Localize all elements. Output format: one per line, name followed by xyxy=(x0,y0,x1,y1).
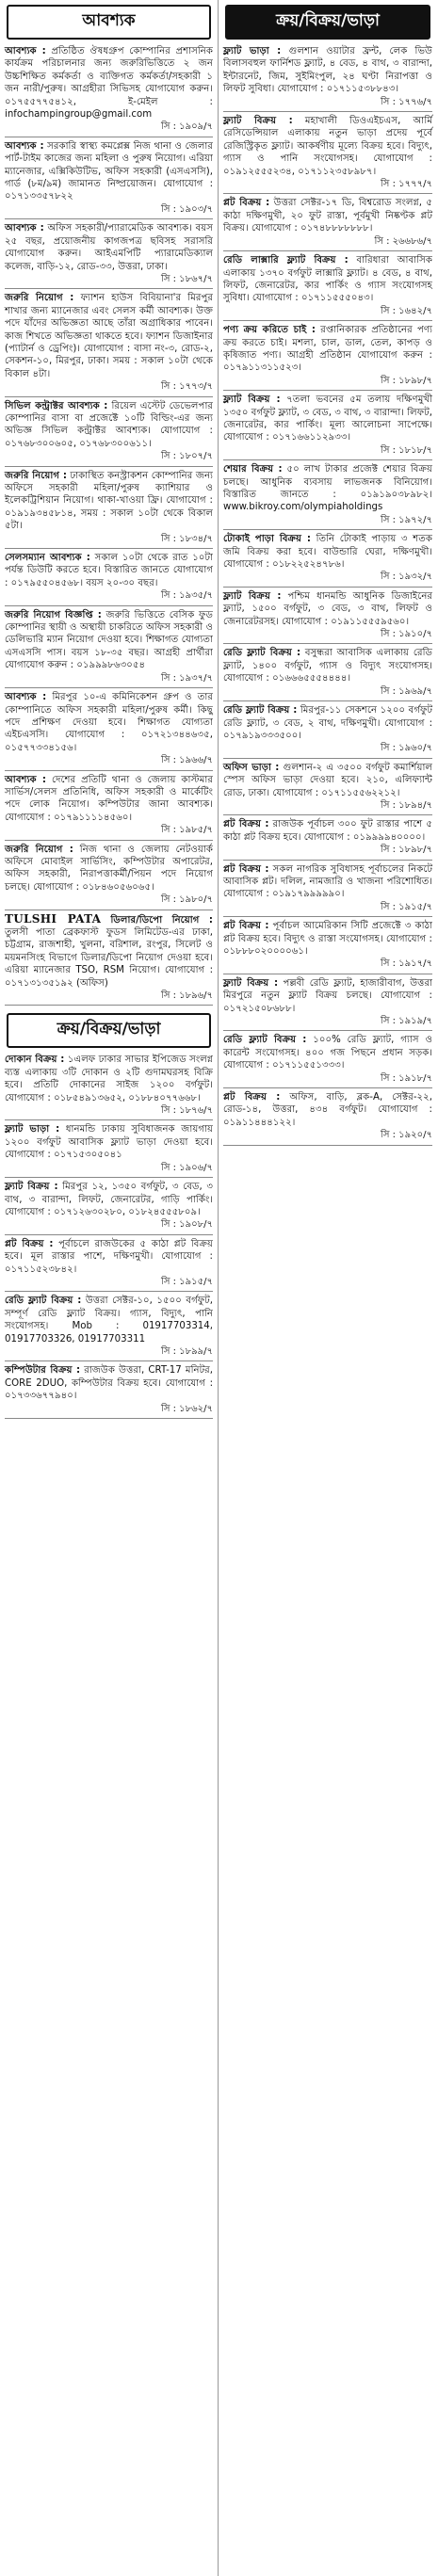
ad-reference: সি : ১৯৬৯/৭ xyxy=(380,685,432,697)
ad-divider xyxy=(223,1030,432,1031)
ad-body: মহাখালী ডিওএইচএস, আর্মি রেসিডেন্সিয়াল এলাকায় নতুন ভাড়া প্রদেয় পূর্বে রেজিস্ট্রিকৃত ফ্ল্যাট। আকর্ষণীয় মূল্যে বিক্রয় হবে। বিদ্যুৎ, গ্যাস ও পানি সংযোগসহ। যোগাযোগ : ০১৯১২৫৫৫২৩৪, ০১৭১১২৩৫৮৯৮৭। xyxy=(223,116,432,177)
classified-ad xyxy=(223,197,432,248)
ad-divider xyxy=(223,111,432,112)
ad-reference: সি : ১৯১০/৭ xyxy=(380,629,432,640)
ad-reference: সি : ১৮৯৪/৭ xyxy=(380,799,432,811)
ad-keyword: ফ্ল্যাট বিক্রয় : xyxy=(5,1182,58,1193)
ad-divider xyxy=(5,687,213,688)
ad-title: TULSHI PATA xyxy=(5,911,102,926)
classified-ad xyxy=(5,292,213,393)
ad-reference: সি : ১৯৬৬/৭ xyxy=(160,755,213,766)
ad-body: নিজ থানা ও জেলায় নেটওয়ার্ক অফিসে মোবাইল সার্ভিসিং, কম্পিউটার অপারেটর, অফিস সহকারী, নিরাপত্তাকর্মী/পিয়ন পদে নিয়োগ চলছে। যোগাযোগ : ০১৮৪৬০৫৬০৬৫। xyxy=(5,844,213,893)
ad-body: তুলসী পাতা ব্রেকফাস্ট ফুডস লিমিটেড-এর ঢাকা, চট্টগ্রাম, রাজশাহী, খুলনা, বরিশাল, রংপুর, সিলেট ও ময়মনসিংহ বিভাগে ডিলার/ডিপো নিয়োগ দেওয়া হবে। এরিয়া ম্যানেজার TSO, RSM নিয়োগ। যোগাযোগ : ০১৭১৩১৩৫১৯২ (অফিস) xyxy=(5,927,213,989)
ad-body: বসুন্ধরা আবাসিক এলাকায় রেডি ফ্ল্যাট, ১৪০০ বর্গফুট, গ্যাস ও বিদ্যুৎ সংযোগসহ। যোগাযোগ : ০১৬৬৬৫৫৫৪৪৪৪। xyxy=(223,648,432,684)
ad-keyword: সেলসম্যান আবশ্যক : xyxy=(5,553,90,564)
ad-divider xyxy=(5,1005,213,1006)
ad-divider xyxy=(223,529,432,530)
buy-sell-ads-list xyxy=(223,45,432,1146)
classified-ad xyxy=(5,1181,213,1232)
ad-body: ফ্যাশন হাউস বিবিয়ানা'র মিরপুর শাখার জন্য ম্যানেজার এবং সেলস কর্মী আবশ্যক। উক্ত পদে যাঁদের অভিজ্ঞতা আছে তাঁরা অগ্রাধিকার পাবেন। কাজ শিখতে অভিজ্ঞতা থাকতে হবে। ফ্যাশন ডিজাইনার (প্যাটার্ন ও ড্রেপিং)। যোগাযোগ : বাসা নং-৩, রোড-২, সেকশন-১০, মিরপুর, ঢাকা। সময় : সকাল ১০টা থেকে বিকাল ৪টা। xyxy=(5,293,213,379)
classified-ad xyxy=(223,818,432,856)
ad-divider xyxy=(223,758,432,759)
classified-ad xyxy=(223,1034,432,1085)
ad-keyword: ফ্ল্যাট ভাড়া : xyxy=(223,46,282,56)
ad-divider xyxy=(223,587,432,588)
classified-ad xyxy=(223,45,432,108)
classified-ad xyxy=(223,463,432,526)
wanted-section-header: আবশ্যক xyxy=(7,5,211,40)
ad-reference: সি : ১৯০৮/৭ xyxy=(160,1219,213,1231)
ad-body: মিরপুর ১০-এ কমিনিকেশন গ্রুপ ও তার কোম্পানিতে অফিস সহকারী মহিলা/পুরুষ কর্মী। কিছু পদে প্রশিক্ষণ দেওয়া হবে। শিক্ষাগত যোগ্যতা এইচএসসি। যোগাযোগ : ০১৭২১৩৪৪৬৩৫, ০১৫৭৭৩৩৪১৫৬। xyxy=(5,692,213,753)
buy-sell-rent-section-header: ক্রয়/বিক্রয়/ভাড়া xyxy=(225,5,430,40)
ad-keyword: ডিলার/ডিপো নিয়োগ : xyxy=(110,914,213,926)
ad-keyword: ফ্ল্যাট ভাড়া : xyxy=(5,1124,60,1135)
ad-reference: সি : ১৮৯৮/৭ xyxy=(380,375,432,386)
ad-keyword: শেয়ার বিক্রয় : xyxy=(223,464,283,475)
ad-body: মিরপুর ১২, ১৩৫০ বর্গফুট, ৩ বেড, ৩ বাথ, ৩ বারান্দা, লিফট, জেনারেটর, গাড়ি পার্কিং। যোগাযোগ : ০১৭১২৬৩০২৮০, ০১৮২৪৫৫৫৮০৯। xyxy=(5,1182,213,1217)
ad-keyword: জরুরি নিয়োগ : xyxy=(5,293,74,304)
ad-divider xyxy=(5,466,213,467)
ad-reference: সি : ১৯৮০/৭ xyxy=(160,894,213,906)
ad-keyword: প্লট বিক্রয় : xyxy=(223,1092,281,1103)
ad-reference: সি : ১৯৩৫/৭ xyxy=(160,590,213,602)
classified-ad xyxy=(5,1054,213,1117)
classified-ad xyxy=(5,844,213,907)
ad-reference: সি : ১৯১৮/৭ xyxy=(380,1072,432,1084)
ad-reference: সি : ১৯১৭/৭ xyxy=(380,958,432,970)
ad-reference: সি : ১৮৭৬/৭ xyxy=(160,1105,213,1117)
ad-divider xyxy=(5,605,213,606)
ad-reference: সি : ১৭৭৩/৭ xyxy=(160,381,213,393)
classified-ad xyxy=(5,45,213,134)
ad-keyword: জরুরি নিয়োগ : xyxy=(5,470,67,481)
ad-keyword: আবশ্যক : xyxy=(5,774,46,785)
ad-body: রাজউক উত্তরা, CRT-17 মনিটর, CORE 2DUO, কম্পিউটার বিক্রয় হবে। যোগাযোগ : ০১৭৩৩৬৭৭৯৪০। xyxy=(5,1365,213,1402)
classified-ad xyxy=(223,533,432,584)
ad-reference: সি : ১৮৯৮/৭ xyxy=(380,845,432,856)
ad-keyword: ফ্ল্যাট বিক্রয় : xyxy=(223,394,281,406)
ad-divider xyxy=(223,700,432,701)
ad-reference: সি : ১৮৯৯/৭ xyxy=(160,1345,213,1357)
ad-body: অফিস সহকারী/প্যারামেডিক আবশ্যক। বয়স ২৫ বছর, প্রয়োজনীয় কাগজপত্র ছবিসহ সরাসরি যোগাযোগ করুন। আইএমপিটি প্যারামেডিক্যাল কলেজ, বাড়ি-১২, রোড-৩৩, উত্তরা, ঢাকা। xyxy=(5,223,213,272)
ad-keyword: প্লট বিক্রয় : xyxy=(223,921,269,932)
ad-keyword: দোকান বিক্রয় : xyxy=(5,1055,65,1066)
ad-divider xyxy=(223,916,432,917)
classified-ad xyxy=(223,590,432,641)
ad-keyword: ফ্ল্যাট বিক্রয় : xyxy=(223,116,293,127)
ad-divider xyxy=(223,459,432,460)
ad-reference: সি : ১৯৩২/৭ xyxy=(380,572,432,583)
classified-ad xyxy=(223,254,432,317)
classified-ad xyxy=(5,1123,213,1174)
ad-body: রাজউক পূর্বাচল ৩০০ ফুট রাস্তার পাশে ৫ কাঠা প্লট বিক্রয় হবে। যোগাযোগ : ০১৯৯৯৯৪০০০০। xyxy=(223,819,432,843)
ad-divider xyxy=(5,1291,213,1292)
ad-divider xyxy=(5,1177,213,1178)
ad-reference: সি : ১৮৯৬/৭ xyxy=(160,990,213,1002)
ad-divider xyxy=(223,250,432,251)
ad-reference: সি : ১৯০৯/৭ xyxy=(160,121,213,133)
ad-keyword: টোকাই পাড়া বিক্রয় : xyxy=(223,534,311,545)
ad-divider xyxy=(5,1234,213,1235)
ad-reference: সি : ১৮৬৭/৭ xyxy=(160,273,213,284)
ad-divider xyxy=(5,770,213,771)
classified-ad xyxy=(5,1295,213,1358)
ad-reference: সি : ১৯১৫/৭ xyxy=(380,901,432,912)
ad-keyword: কম্পিউটার বিক্রয় : xyxy=(5,1365,81,1377)
ad-reference: সি : ১৯২০/৭ xyxy=(380,1130,432,1141)
ad-divider xyxy=(5,218,213,219)
ad-reference: সি : ১৮৬২/৭ xyxy=(160,1403,213,1414)
classified-ad xyxy=(223,324,432,387)
classified-ad xyxy=(5,552,213,603)
classified-ad xyxy=(5,691,213,766)
ad-reference: সি : ১৯৩৭/৭ xyxy=(160,672,213,684)
classified-ad xyxy=(223,647,432,698)
classified-ad xyxy=(223,394,432,457)
ad-reference: সি : ২৬৬৮৬/৭ xyxy=(374,235,432,247)
ad-body: সকল নাগরিক সুবিধাসহ পূর্বাচলের নিকটে আবাসিক প্লট। দলিল, নামজারি ও খাজনা পরিশোধিত। যোগাযোগ : ০১৯১৭৯৯৯৯৯০। xyxy=(223,863,432,900)
ad-divider xyxy=(223,320,432,321)
ad-keyword: রেডি ফ্ল্যাট বিক্রয় : xyxy=(223,648,301,659)
ad-keyword: সিভিল কন্ট্রাক্টর আবশ্যক : xyxy=(5,400,108,411)
ad-keyword: রেডি ফ্ল্যাট বিক্রয় : xyxy=(223,705,298,716)
ad-divider xyxy=(223,1087,432,1088)
ad-divider xyxy=(5,1418,213,1419)
ad-keyword: জরুরি নিয়োগ : xyxy=(5,844,73,855)
ad-keyword: রেডি লাক্সারি ফ্ল্যাট বিক্রয় : xyxy=(223,255,349,266)
ad-divider xyxy=(5,1360,213,1361)
ad-keyword: অফিস ভাড়া : xyxy=(223,762,280,773)
ad-reference: সি : ১৬৪২/৭ xyxy=(380,305,432,316)
ad-reference: সি : ১৯১৫/৭ xyxy=(160,1276,213,1287)
ad-divider xyxy=(5,396,213,397)
classified-ad xyxy=(5,913,213,1003)
ad-divider xyxy=(5,1119,213,1120)
ad-reference: সি : ১৯০৬/৭ xyxy=(160,1162,213,1173)
classified-ad xyxy=(223,704,432,755)
ad-keyword: পণ্য ক্রয় করিতে চাই : xyxy=(223,325,316,336)
ad-keyword: আবশ্যক : xyxy=(5,140,44,152)
ad-body: সকাল ১০টা থেকে রাত ১০টা পর্যন্ত ডিউটি করতে হবে। বিস্তারিত জানতে যোগাযোগ : ০১৭৯৫৫০৪৫৬৮। বয়স ২০-৩০ বছর। xyxy=(5,553,213,588)
ad-body: উত্তরা সেক্টর-১৭ ডি, বিশ্বরোড সংলগ্ন, ৫ কাঠা দক্ষিণমুখী, ২০ ফুট রাস্তা, পূর্বমুখী নিষ্কণ্টক প্লট বিক্রয়। যোগাযোগ : ০১৭৪৮৮৮৮৮৮৮। xyxy=(223,198,433,234)
ad-divider xyxy=(5,288,213,289)
ad-keyword: রেডি ফ্ল্যাট বিক্রয় : xyxy=(223,1035,307,1046)
right-column xyxy=(219,0,437,2576)
ad-divider xyxy=(223,643,432,644)
ad-body: রপ্তানিকারক প্রতিষ্ঠানের পণ্য ক্রয় করতে চাই। মশলা, চাল, ডাল, তেল, কাপড় ও কৃষিজাত পণ্য। আগ্রহী প্রতিষ্ঠান যোগাযোগ করুন : ০১৭৯১১৩১১৫২৩। xyxy=(223,325,433,374)
ad-body: ৫০ লাখ টাকার প্রজেক্ট শেয়ার বিক্রয় চলছে। আধুনিক ব্যবসায় লাভজনক বিনিয়োগ। বিস্তারিত জানতে : ০১৯১৯০৩৮৯৮২। www.bikroy.com/olympiaholdings xyxy=(223,464,433,513)
ad-body: জরুরি ভিত্তিতে বেসিক ফুড কোম্পানির স্থায়ী ও অস্থায়ী চাকরিতে অফিস সহকারী ও ডেলিভারি ম্যান নিয়োগ দেওয়া হবে। শিক্ষাগত যোগ্যতা এসএসসি পাস। বয়স ১৮-৩৫ বছর। আগ্রহী প্রার্থীরা যোগাযোগ করুন : ০১৯৯৯৮৬৩০৫৪ xyxy=(5,609,213,671)
ad-keyword: আবশ্যক : xyxy=(5,46,46,56)
classified-ad xyxy=(223,863,432,914)
ad-keyword: জরুরি নিয়োগ বিজ্ঞপ্তি : xyxy=(5,609,102,620)
ad-divider xyxy=(223,860,432,861)
classified-ad xyxy=(5,1238,213,1289)
classified-ad xyxy=(5,774,213,837)
ad-body: রিয়েল এস্টেট ডেভেলপার কোম্পানির বাসা বা প্রজেক্টে ১০টি বিল্ডিং-এর জন্য অভিজ্ঞ সিভিল কন্ট্রাক্টর আবশ্যক। যোগাযোগ : ০১৭৬৮৩০০৬০৫, ০১৭৬৮৩০০৬১১। xyxy=(5,400,213,449)
classified-ad xyxy=(223,1091,432,1142)
buy-sell-rent-section-header-left: ক্রয়/বিক্রয়/ভাড়া xyxy=(7,1013,211,1048)
classified-ad xyxy=(223,762,432,813)
ad-body: উত্তরা সেক্টর-১০, ১৫০০ বর্গফুট, সম্পূর্ণ রেডি ফ্ল্যাট বিক্রয়। গ্যাস, বিদ্যুৎ, পানি সংযোগসহ। Mob : 01917703314, 01917703326, 01917703311 xyxy=(5,1296,213,1344)
ad-divider xyxy=(223,1145,432,1146)
ad-body: ১০০% রেডি ফ্ল্যাট, গ্যাস ও কারেন্ট সংযোগসহ। ৪০০ গজ পিছনে প্রধান সড়ক। যোগাযোগ : ০১৭১১৫৫১৩৩৩। xyxy=(223,1035,432,1071)
buy-sell-ads-list-left xyxy=(5,1054,213,1419)
ad-body: ঢাকাস্থিত কনস্ট্রাকশন কোম্পানির জন্য অফিসে সহকারী মহিলা/পুরুষ ক্যাশিয়ার ও ইলেকট্রিশিয়ান নিয়োগ। থাকা-খাওয়া ফ্রি। যোগাযোগ : ০১৯১৯৩৪৫৮১৪, সময় : সকাল ১০টা থেকে বিকাল ৫টা। xyxy=(5,470,213,532)
ad-body: অফিস, বাড়ি, ব্লক-A, সেক্টর-২২, রোড-১৪, উত্তরা, ৪৩৪ বর্গফুট। যোগাযোগ : ০১৯১১৪৪৪১২২। xyxy=(223,1092,432,1128)
ad-body: পূর্বাচলে রাজউকের ৫ কাঠা প্লট বিক্রয় হবে। মূল রাস্তার পাশে, দক্ষিণমুখী। যোগাযোগ : ০১৭১১৫২৩৮৪২। xyxy=(5,1238,213,1275)
ad-keyword: রেডি ফ্ল্যাট বিক্রয় : xyxy=(5,1296,82,1307)
ad-reference: সি : ১৯১৯/৭ xyxy=(380,1016,432,1027)
ad-body: ধানমন্ডি ঢাকায় সুবিধাজনক জায়গায় ১২০০ বর্গফুট আবাসিক ফ্ল্যাট ভাড়া দেওয়া হবে। যোগাযোগ : ০১৭১৫৩০৫০৪১ xyxy=(5,1124,213,1161)
ad-body: প্রতিষ্ঠিত ঔষধগ্রুপ কোম্পানির প্রশাসনিক কার্যক্রম পরিচালনার জন্য জরুরিভিত্তিতে ২ জন উচ্চশিক্ষিত কর্মকর্তা ও ব্যক্তিগত কর্মকর্তা/সহকারী ১ জন নারী/পুরুষ। আগ্রহীরা সিভিসহ যোগাযোগ করুন। ০১৭৫৫৭৭৫৪১২, ই-মেইল : infochampingroup@gmail.com xyxy=(5,46,213,121)
ad-keyword: ফ্ল্যাট বিক্রয় : xyxy=(223,590,282,602)
ad-reference: সি : ১৯০৩/৭ xyxy=(160,203,213,215)
ad-keyword: প্লট বিক্রয় : xyxy=(223,863,269,875)
ad-reference: সি : ১৭৭৬/৭ xyxy=(380,96,432,107)
classified-ad xyxy=(223,977,432,1028)
ad-body: বারিধারা আবাসিক এলাকায় ১৩৭০ বর্গফুট লাক্সারি ফ্ল্যাট। ৪ বেড, ৪ বাথ, লিফট, জেনারেটর, কার পার্কিং ও গ্যাস সংযোগসহ সুবিধা। যোগাযোগ : ০১৭১১৫৫৫০৪৩। xyxy=(223,255,432,304)
ad-keyword: আবশ্যক : xyxy=(5,223,44,234)
ad-keyword: প্লট বিক্রয় : xyxy=(223,819,269,830)
ad-body: ১এলফ ঢাকার সাভার ইপিজেড সংলগ্ন ব্যস্ত এলাকায় ৩টি দোকান ও ২টি গুদামঘরসহ বিক্রি হবে। প্রতিটি দোকানের সাইজ ১২০০ বর্গফুট। যোগাযোগ : ০১৮৫৪৯১৩৬৫২, ০১৮৮৪০৭৭৬৬৮। xyxy=(5,1055,214,1103)
classified-ad xyxy=(5,400,213,463)
ad-reference: সি : ১৭৭৭/৭ xyxy=(380,179,432,190)
ad-divider xyxy=(223,814,432,815)
ad-reference: সি : ১৯৭২/৭ xyxy=(380,514,432,525)
ad-divider xyxy=(5,548,213,549)
ad-body: দেশের প্রতিটি থানা ও জেলায় কাস্টমার সার্ভিস/সেলস প্রতিনিধি, অফিস সহকারী ও মার্কেটিং পদে লোক নিয়োগ। কম্পিউটার জানা আবশ্যক। যোগাযোগ : ০১৭৯১১১১৪৫৬০। xyxy=(5,774,213,823)
ad-keyword: প্লট বিক্রয় : xyxy=(5,1238,54,1249)
classified-ad xyxy=(5,470,213,545)
ad-reference: সি : ১৯৮৫/৭ xyxy=(160,825,213,836)
ad-body: তিনি টোকাই পাড়ায় ৩ শতক জমি বিক্রয় করা হবে। বাউন্ডারি ঘেরা, দক্ষিণমুখী। যোগাযোগ : ০১৮২২৫২৪৭৮৬। xyxy=(223,534,433,571)
ad-body: গুলশান ওয়াটার ফ্রন্ট, লেক ভিউ বিলাসবহুল ফার্নিশড ফ্ল্যাট, ৪ বেড, ৪ বাথ, ৩ বারান্দা, ইন্টারনেট, জিম, সুইমিংপুল, ২৪ ঘণ্টা নিরাপত্তা ও লিফট সুবিধা। যোগাযোগ : ০১৭১১৫৩৮৮৪৩। xyxy=(223,46,432,95)
wanted-ads-list xyxy=(5,45,213,1006)
classified-ad xyxy=(5,1364,213,1415)
ad-keyword: আবশ্যক : xyxy=(5,692,47,703)
ad-reference: সি : ১৯৬০/৭ xyxy=(380,743,432,754)
classified-ad xyxy=(5,609,213,684)
ad-keyword: ফ্ল্যাট বিক্রয় : xyxy=(223,977,279,989)
ad-body: গুলশান-২ এ ৩৫০০ বর্গফুট কমার্শিয়াল স্পেস অফিস ভাড়া দেওয়া হবে। ২১০, এলিফ্যান্ট রোড, ঢাকা। যোগাযোগ : ০১৭১১৫৫৬২২১২। xyxy=(223,762,432,798)
ad-divider xyxy=(223,390,432,391)
ad-reference: সি : ১৮১৮/৭ xyxy=(380,444,432,456)
ad-body: পূর্বাচল আমেরিকান সিটি প্রজেক্টে ৩ কাঠা প্লট বিক্রয় হবে। বিদ্যুৎ ও রাস্তা সংযোগসহ। যোগাযোগ : ০১৮৮৮০২০০০০৬১। xyxy=(223,921,432,957)
ad-divider xyxy=(223,193,432,194)
classified-ad xyxy=(223,920,432,971)
ad-body: সরকারি স্বাস্থ্য কমপ্লেক্স নিজ থানা ও জেলার পার্ট-টাইম কাজের জন্য মহিলা ও পুরুষ নিয়োগ। এরিয়া ম্যানেজার, এক্সিকিউটিভ, অফিস সহকারী (এসএসসি), গার্ড (৮ম/৯ম) জামানত নিষ্প্রয়োজন। যোগাযোগ : ০১৭১৩৩৫৭৮২২ xyxy=(5,140,213,202)
ad-keyword: প্লট বিক্রয় : xyxy=(223,198,270,209)
ad-reference: সি : ১৮০৭/৭ xyxy=(160,451,213,462)
classified-ad xyxy=(223,115,432,190)
ad-body: ৭তলা ভবনের ৫ম তলায় দক্ষিণমুখী ১৩৫০ বর্গফুট ফ্ল্যাট, ৩ বেড, ৩ বাথ, ৩ বারান্দা। লিফট, জেনারেটর, কার পার্কিং। মূল্য আলোচনা সাপেক্ষে। যোগাযোগ : ০১৭১৬৬১১২৯৩৩। xyxy=(223,394,432,443)
ad-divider xyxy=(5,840,213,841)
ad-body: পশ্চিম ধানমন্ডি আধুনিক ডিজাইনের ফ্ল্যাট, ১৫০০ বর্গফুট, ৩ বেড, ৩ বাথ, লিফট ও জেনারেটরসহ। যোগাযোগ : ০১৯১১৫৫৫৯৫৬০। xyxy=(223,590,432,627)
ad-body: পল্লবী রেডি ফ্ল্যাট, হাজারীবাগ, উত্তরা মিরপুরে নতুন ফ্ল্যাট বিক্রয় চলছে। যোগাযোগ : ০১৭২১৫০৮৬৮৮। xyxy=(223,977,433,1014)
classified-ad xyxy=(5,222,213,285)
ad-reference: সি : ১৮৩৪/৭ xyxy=(160,533,213,544)
ad-body: মিরপুর-১১ সেকশনে ১২০০ বর্গফুট রেডি ফ্ল্যাট, ৩ বেড, ২ বাথ, দক্ষিণমুখী। যোগাযোগ : ০১৭৯১৯৩৩৩৫০০। xyxy=(223,705,432,741)
classified-ad xyxy=(5,140,213,216)
